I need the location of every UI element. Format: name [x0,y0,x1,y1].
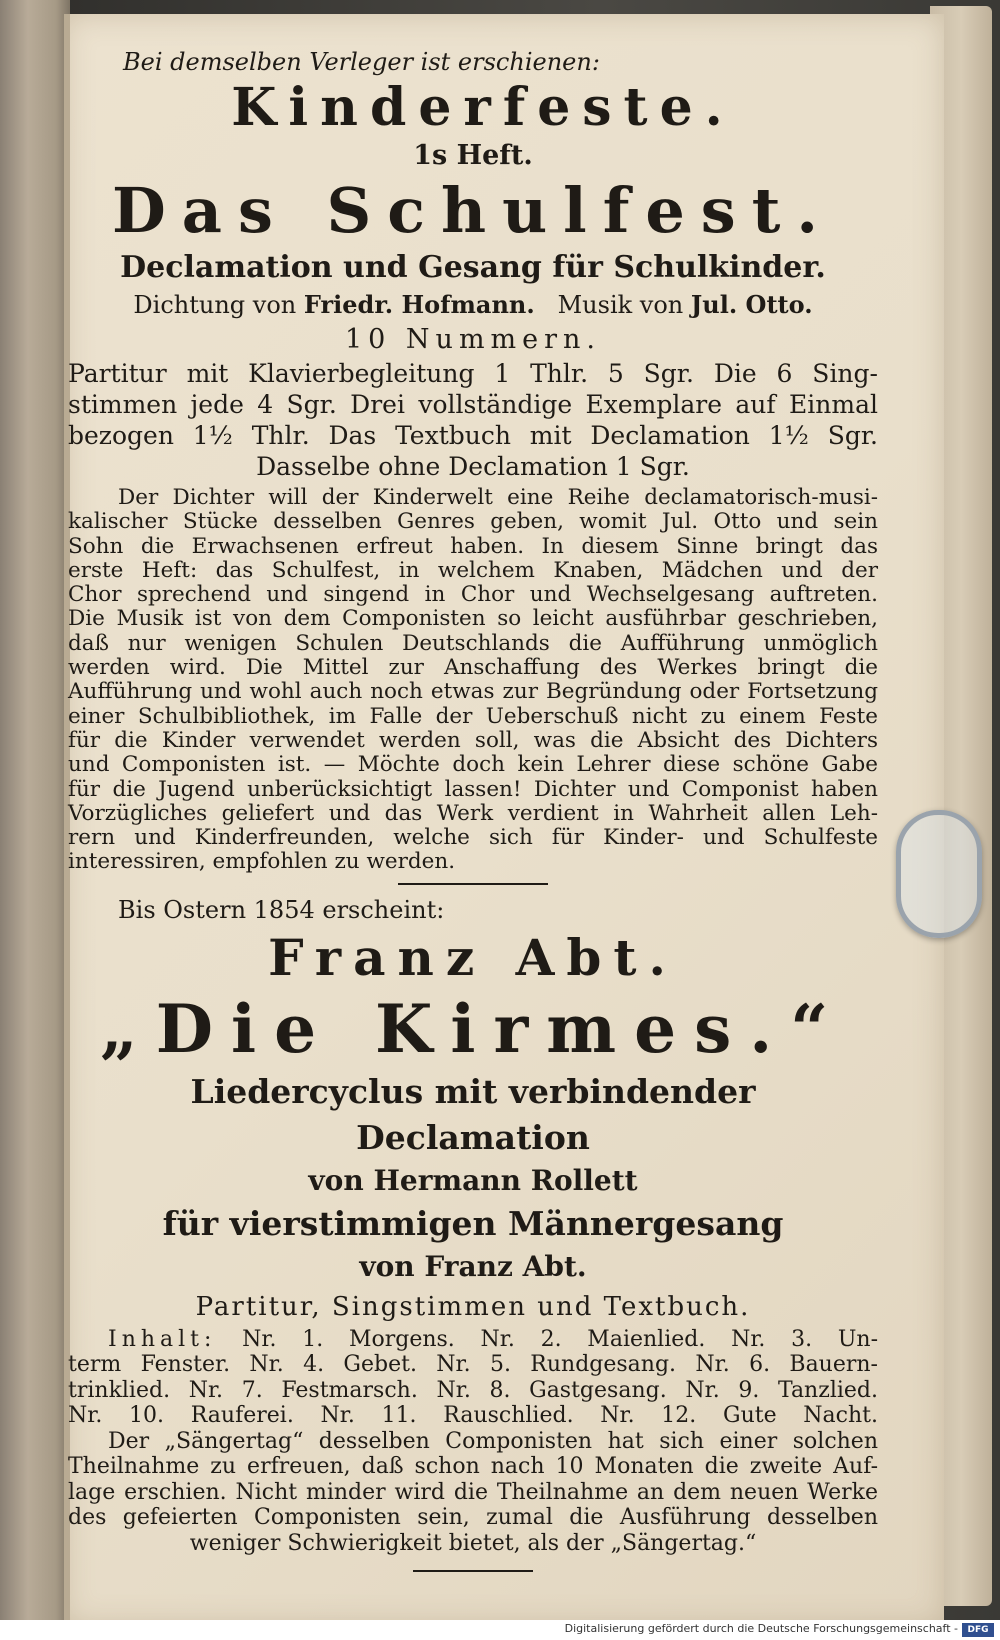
text-line: Theilnahme zu erfreuen, daß schon nach 10 Monaten die zweite Auf- [68,1454,878,1480]
issue-number: 1s Heft. [413,140,533,171]
parts-line: Partitur, Singstimmen und Textbuch. [195,1291,751,1322]
separator-rule [398,883,548,885]
composer-name: Jul. Otto. [690,290,813,319]
contents-line: trinklied. Nr. 7. Festmarsch. Nr. 8. Gastgesang. Nr. 9. Tanzlied. [68,1377,878,1403]
description-paragraph [68,486,878,875]
text-line: einer Schulbibliothek, im Falle der Ueberschuß nicht zu einem Feste [68,703,878,729]
price-line: Partitur mit Klavierbegleitung 1 Thlr. 5 Sgr. Die 6 Sing- [68,359,878,388]
advertisement-schulfest [68,48,878,875]
bottom-separator-rule [413,1570,533,1572]
price-line: bezogen 1½ Thlr. Das Textbuch mit Declamation 1½ Sgr. [68,421,878,450]
price-line: Dasselbe ohne Declamation 1 Sgr. [256,452,690,481]
librettist-line: von Hermann Rollett [308,1163,638,1197]
text-line: und Componisten ist. — Möchte doch kein Lehrer diese schöne Gabe [68,752,878,778]
text-line: Der „Sängertag“ desselben Componisten hat sich einer solchen [108,1428,878,1454]
composer-heading: Franz Abt. [268,927,678,987]
text-line: Der Dichter will der Kinderwelt eine Reihe declamatorisch-musi- [118,485,878,510]
contents-text: Nr. 1. Morgens. Nr. 2. Maienlied. Nr. 3. Un- [242,1326,878,1352]
text-line: erste Heft: das Schulfest, in welchem Knaben, Mädchen und der [68,557,878,583]
music-by-label: Musik von [557,291,684,319]
description-paragraph [68,1429,878,1557]
series-title: Kinderfeste. [231,77,735,138]
text-by-label: Dichtung von [133,291,297,319]
price-list [68,358,878,482]
footer-bar [0,1620,1000,1640]
text-line: für die Kinder verwendet werden soll, was die Absicht des Dichters [68,727,878,753]
text-line: rern und Kinderfreunden, welche sich für Kinder- und Schulfeste [68,825,878,851]
text-line: Vorzügliches geliefert und das Werk verdient in Wahrheit allen Leh- [68,800,878,826]
ensemble-line: für vierstimmigen Männergesang [162,1203,784,1243]
text-line: werden wird. Die Mittel zur Anschaffung des Werkes bringt die [68,655,878,681]
work-subtitle: Declamation und Gesang für Schulkinder. [120,250,826,285]
contents-line [68,1327,878,1353]
contents-line: Nr. 10. Rauferei. Nr. 11. Rauschlied. Nr. 12. Gute Nacht. [68,1403,878,1429]
credits-line [68,288,878,322]
text-line: kalischer Stücke desselben Genres geben, womit Jul. Otto und sein [68,509,878,535]
text-line: Sohn die Erwachsenen erfreut haben. In diesem Sinne bringt das [68,533,878,559]
page-content [68,48,878,1580]
contents-line: term Fenster. Nr. 4. Gebet. Nr. 5. Rundgesang. Nr. 6. Bauern- [68,1352,878,1378]
text-line: daß nur wenigen Schulen Deutschlands die Aufführung unmöglich [68,630,878,656]
composer-line: von Franz Abt. [359,1249,587,1283]
text-line: interessiren, empfohlen zu werden. [68,849,456,875]
announcement-intro: Bis Ostern 1854 erscheint: [118,895,445,924]
text-line: Die Musik ist von dem Componisten so leicht ausführbar geschrieben, [68,606,878,632]
contents-label: Inhalt: [108,1326,217,1352]
book-cover-left [0,0,70,1640]
publisher-intro: Bei demselben Verleger ist erschienen: [123,48,600,76]
text-line: Aufführung und wohl auch noch etwas zur Begründung oder Fortsetzung [68,679,878,705]
text-line: weniger Schwierigkeit bietet, als der „Sängertag.“ [189,1530,757,1556]
contents-list [68,1327,878,1429]
funding-notice: Digitalisierung gefördert durch die Deutsche Forschungsgemeinschaft - [564,1622,958,1635]
poet-name: Friedr. Hofmann. [303,290,535,319]
text-line: Chor sprechend und singend in Chor und Wechselgesang auftreten. [68,582,878,608]
text-line: für die Jugend unberücksichtigt lassen! Dichter und Componist haben [68,776,878,802]
price-line: stimmen jede 4 Sgr. Drei vollständige Exemplare auf Einmal [68,390,878,419]
work-title: „Die Kirmes.“ [99,989,847,1068]
text-line: des gefeierten Componisten sein, zumal die Ausführung desselben [68,1505,878,1531]
work-title: Das Schulfest. [112,174,834,247]
text-line: lage erschien. Nicht minder wird die Theilnahme an dem neuen Werke [68,1479,878,1505]
dfg-logo-icon: DFG [962,1623,994,1637]
number-count: 10 Nummern. [344,324,601,355]
advertisement-kirmes [68,893,878,1557]
work-subtitle: Liedercyclus mit verbindender Declamation [190,1071,756,1157]
paper-clip [896,810,982,938]
